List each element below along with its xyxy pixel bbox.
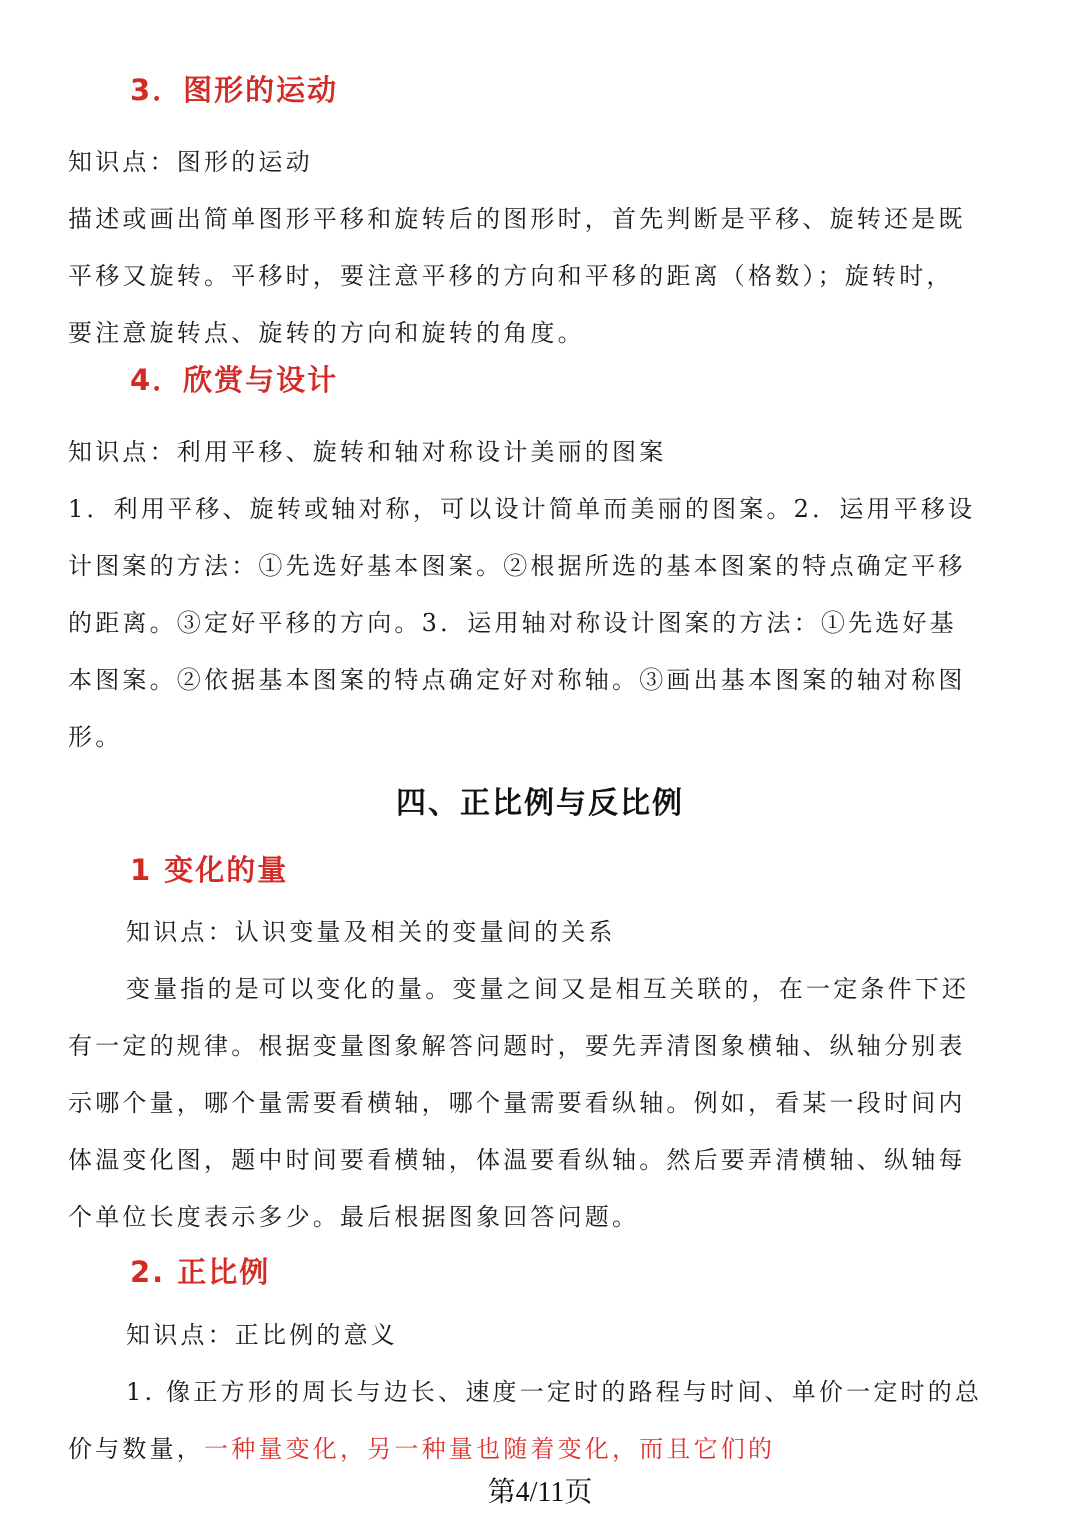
paragraph-line: 形。 [68,723,123,751]
highlighted-text: 一种量变化，另一种量也随着变化，而且它们的 [204,1435,776,1463]
paragraph-line: 1．利用平移、旋转或轴对称，可以设计简单而美丽的图案。2．运用平移设 [68,495,976,523]
section-heading-proportion: 2. 正比例 [130,1255,271,1289]
section-heading-variables: 1 变化的量 [130,853,289,887]
page-number: 第4/11页 [487,1477,593,1508]
paragraph-line: 变量指的是可以变化的量。变量之间又是相互关联的，在一定条件下还 [126,975,970,1003]
paragraph-line: 本图案。②依据基本图案的特点确定好对称轴。③画出基本图案的轴对称图 [68,666,966,694]
knowledge-point-variables: 知识点：认识变量及相关的变量间的关系 [126,918,616,946]
paragraph-line: 要注意旋转点、旋转的方向和旋转的角度。 [68,319,585,347]
section-heading-design: 4．欣赏与设计 [130,363,339,397]
paragraph-line: 示哪个量，哪个量需要看横轴，哪个量需要看纵轴。例如，看某一段时间内 [68,1089,966,1117]
knowledge-point-design: 知识点：利用平移、旋转和轴对称设计美丽的图案 [68,438,667,466]
knowledge-point-motion: 知识点：图形的运动 [68,148,313,176]
paragraph-line: 的距离。③定好平移的方向。3．运用轴对称设计图案的方法：①先选好基 [68,609,957,637]
paragraph-line [68,1429,775,1464]
paragraph-line: 计图案的方法：①先选好基本图案。②根据所选的基本图案的特点确定平移 [68,552,966,580]
chapter-title: 四、正比例与反比例 [396,786,684,821]
paragraph-line: 1. 像正方形的周长与边长、速度一定时的路程与时间、单价一定时的总 [126,1378,983,1406]
paragraph-line: 描述或画出简单图形平移和旋转后的图形时，首先判断是平移、旋转还是既 [68,205,966,233]
section-heading-motion: 3．图形的运动 [130,73,339,107]
paragraph-line: 平移又旋转。平移时，要注意平移的方向和平移的距离（格数）；旋转时， [68,262,954,290]
paragraph-line: 个单位长度表示多少。最后根据图象回答问题。 [68,1203,640,1231]
paragraph-line: 有一定的规律。根据变量图象解答问题时，要先弄清图象横轴、纵轴分别表 [68,1032,966,1060]
knowledge-point-proportion: 知识点：正比例的意义 [126,1321,398,1349]
paragraph-text: 价与数量， [68,1435,204,1463]
paragraph-line: 体温变化图，题中时间要看横轴，体温要看纵轴。然后要弄清横轴、纵轴每 [68,1146,966,1174]
